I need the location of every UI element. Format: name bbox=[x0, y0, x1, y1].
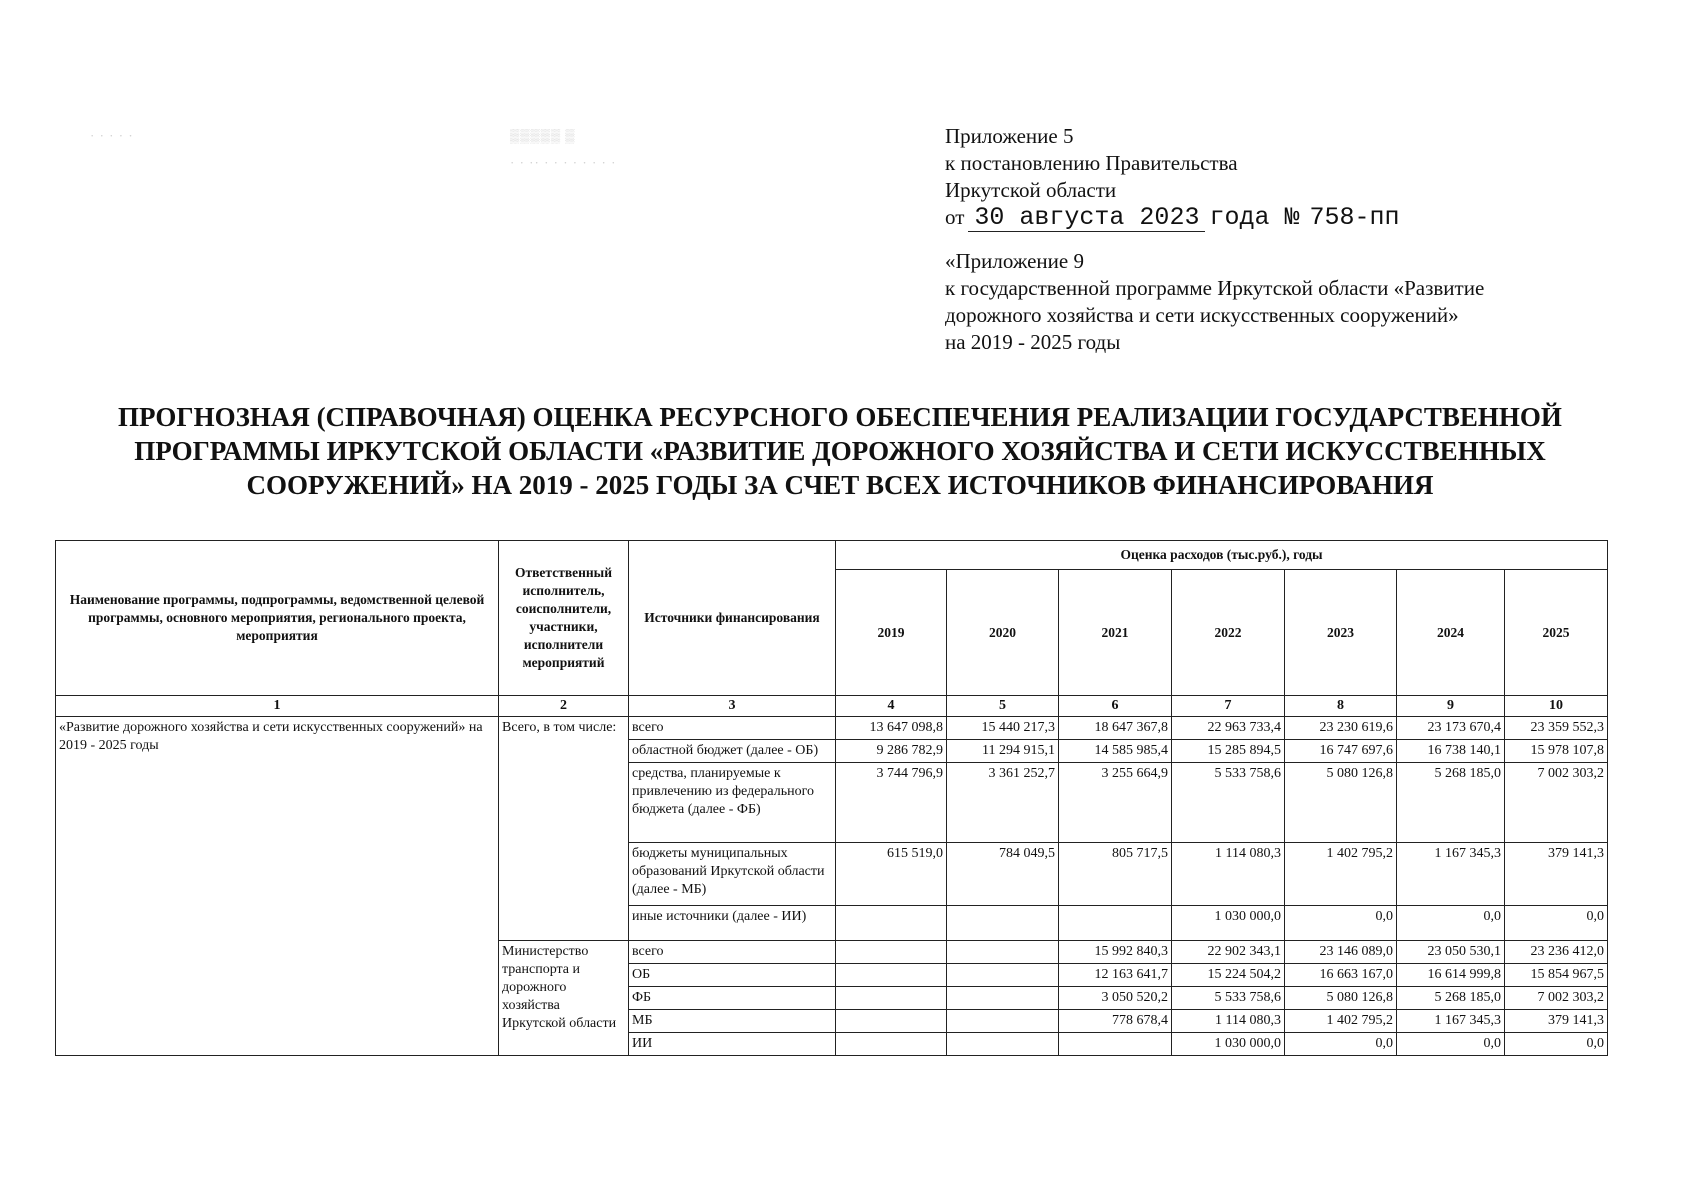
value-cell bbox=[836, 906, 947, 941]
value-cell: 23 359 552,3 bbox=[1505, 717, 1608, 740]
source-cell: всего bbox=[629, 941, 836, 964]
value-cell: 5 268 185,0 bbox=[1397, 763, 1505, 843]
source-cell: МБ bbox=[629, 1010, 836, 1033]
value-cell bbox=[947, 1033, 1059, 1056]
value-cell: 1 030 000,0 bbox=[1172, 1033, 1285, 1056]
value-cell: 7 002 303,2 bbox=[1505, 987, 1608, 1010]
value-cell: 16 614 999,8 bbox=[1397, 964, 1505, 987]
value-cell: 379 141,3 bbox=[1505, 1010, 1608, 1033]
quoted-attachment-period: на 2019 - 2025 годы bbox=[945, 330, 1121, 354]
column-index: 7 bbox=[1172, 696, 1285, 717]
attachment-number: Приложение 5 bbox=[945, 124, 1074, 148]
value-cell bbox=[947, 941, 1059, 964]
value-cell: 12 163 641,7 bbox=[1059, 964, 1172, 987]
value-cell: 1 402 795,2 bbox=[1285, 1010, 1397, 1033]
executor-cell: Министерство транспорта и дорожного хозяйства Иркутской области bbox=[499, 941, 629, 1056]
value-cell: 1 030 000,0 bbox=[1172, 906, 1285, 941]
column-index-row bbox=[56, 696, 1608, 717]
faint-bleed-through-mark: · · · · · bbox=[90, 128, 134, 143]
date-value: 30 августа 2023 bbox=[968, 204, 1205, 232]
value-cell: 3 050 520,2 bbox=[1059, 987, 1172, 1010]
value-cell: 23 236 412,0 bbox=[1505, 941, 1608, 964]
value-cell: 5 080 126,8 bbox=[1285, 763, 1397, 843]
value-cell bbox=[836, 1010, 947, 1033]
column-index: 10 bbox=[1505, 696, 1608, 717]
value-cell: 5 268 185,0 bbox=[1397, 987, 1505, 1010]
source-cell: всего bbox=[629, 717, 836, 740]
value-cell: 5 533 758,6 bbox=[1172, 987, 1285, 1010]
value-cell bbox=[947, 964, 1059, 987]
value-cell: 0,0 bbox=[1505, 906, 1608, 941]
value-cell: 23 146 089,0 bbox=[1285, 941, 1397, 964]
value-cell bbox=[836, 964, 947, 987]
header-year: 2022 bbox=[1172, 570, 1285, 696]
header-year: 2021 bbox=[1059, 570, 1172, 696]
attachment-date-row bbox=[945, 204, 1399, 232]
value-cell: 3 361 252,7 bbox=[947, 763, 1059, 843]
source-cell: областной бюджет (далее - ОБ) bbox=[629, 740, 836, 763]
value-cell: 23 050 530,1 bbox=[1397, 941, 1505, 964]
value-cell bbox=[947, 906, 1059, 941]
value-cell: 22 963 733,4 bbox=[1172, 717, 1285, 740]
source-cell: ФБ bbox=[629, 987, 836, 1010]
source-cell: ИИ bbox=[629, 1033, 836, 1056]
program-name-cell: «Развитие дорожного хозяйства и сети искусственных сооружений» на 2019 - 2025 годы bbox=[56, 717, 499, 1056]
title-line: ПРОГРАММЫ ИРКУТСКОЙ ОБЛАСТИ «РАЗВИТИЕ ДОРОЖНОГО ХОЗЯЙСТВА И СЕТИ ИСКУССТВЕННЫХ bbox=[134, 436, 1546, 466]
attachment-region: Иркутской области bbox=[945, 178, 1117, 202]
value-cell: 379 141,3 bbox=[1505, 843, 1608, 906]
resource-estimate-table bbox=[55, 540, 1608, 1056]
column-index: 1 bbox=[56, 696, 499, 717]
value-cell bbox=[947, 1010, 1059, 1033]
header-executor: Ответственный исполнитель, соисполнители, участники, исполнители мероприятий bbox=[499, 541, 629, 696]
column-index: 2 bbox=[499, 696, 629, 717]
value-cell: 15 440 217,3 bbox=[947, 717, 1059, 740]
table-row bbox=[56, 717, 1608, 740]
source-cell: иные источники (далее - ИИ) bbox=[629, 906, 836, 941]
column-index: 3 bbox=[629, 696, 836, 717]
value-cell: 16 747 697,6 bbox=[1285, 740, 1397, 763]
header-year: 2019 bbox=[836, 570, 947, 696]
title-line: СООРУЖЕНИЙ» НА 2019 - 2025 ГОДЫ ЗА СЧЕТ ВСЕХ ИСТОЧНИКОВ ФИНАНСИРОВАНИЯ bbox=[246, 470, 1434, 500]
value-cell bbox=[836, 941, 947, 964]
column-index: 5 bbox=[947, 696, 1059, 717]
value-cell: 22 902 343,1 bbox=[1172, 941, 1285, 964]
source-cell: средства, планируемые к привлечению из федерального бюджета (далее - ФБ) bbox=[629, 763, 836, 843]
date-suffix: года № bbox=[1209, 203, 1300, 232]
column-index: 8 bbox=[1285, 696, 1397, 717]
date-prefix: от bbox=[945, 205, 965, 229]
faint-bleed-through-mark: · · ·· · · · · · · · · bbox=[510, 155, 617, 170]
value-cell: 0,0 bbox=[1285, 906, 1397, 941]
header-year: 2024 bbox=[1397, 570, 1505, 696]
value-cell: 23 230 619,6 bbox=[1285, 717, 1397, 740]
header-year: 2020 bbox=[947, 570, 1059, 696]
value-cell: 16 738 140,1 bbox=[1397, 740, 1505, 763]
column-index: 6 bbox=[1059, 696, 1172, 717]
faint-bleed-through-mark: ▒▒▒▒▒ ▒ bbox=[510, 128, 576, 143]
value-cell: 15 978 107,8 bbox=[1505, 740, 1608, 763]
header-expense-estimate: Оценка расходов (тыс.руб.), годы bbox=[836, 541, 1608, 570]
quoted-attachment-text: дорожного хозяйства и сети искусственных сооружений» bbox=[945, 303, 1459, 327]
value-cell: 0,0 bbox=[1285, 1033, 1397, 1056]
value-cell: 23 173 670,4 bbox=[1397, 717, 1505, 740]
value-cell: 0,0 bbox=[1397, 906, 1505, 941]
value-cell: 1 114 080,3 bbox=[1172, 1010, 1285, 1033]
value-cell: 9 286 782,9 bbox=[836, 740, 947, 763]
quoted-attachment-number: «Приложение 9 bbox=[945, 249, 1084, 273]
value-cell: 15 285 894,5 bbox=[1172, 740, 1285, 763]
value-cell: 15 992 840,3 bbox=[1059, 941, 1172, 964]
value-cell: 778 678,4 bbox=[1059, 1010, 1172, 1033]
value-cell: 784 049,5 bbox=[947, 843, 1059, 906]
title-line: ПРОГНОЗНАЯ (СПРАВОЧНАЯ) ОЦЕНКА РЕСУРСНОГО ОБЕСПЕЧЕНИЯ РЕАЛИЗАЦИИ ГОСУДАРСТВЕННОЙ bbox=[118, 402, 1562, 432]
value-cell: 1 167 345,3 bbox=[1397, 1010, 1505, 1033]
value-cell: 805 717,5 bbox=[1059, 843, 1172, 906]
value-cell: 5 533 758,6 bbox=[1172, 763, 1285, 843]
header-year: 2023 bbox=[1285, 570, 1397, 696]
header-program-name: Наименование программы, подпрограммы, ведомственной целевой программы, основного мероприятия, регионального проекта, мероприятия bbox=[56, 541, 499, 696]
value-cell bbox=[1059, 906, 1172, 941]
value-cell: 11 294 915,1 bbox=[947, 740, 1059, 763]
source-cell: бюджеты муниципальных образований Иркутской области (далее - МБ) bbox=[629, 843, 836, 906]
value-cell: 1 114 080,3 bbox=[1172, 843, 1285, 906]
value-cell: 15 224 504,2 bbox=[1172, 964, 1285, 987]
value-cell: 15 854 967,5 bbox=[1505, 964, 1608, 987]
value-cell: 14 585 985,4 bbox=[1059, 740, 1172, 763]
attachment-header bbox=[945, 123, 1399, 232]
header-year: 2025 bbox=[1505, 570, 1608, 696]
document-title bbox=[90, 400, 1590, 502]
quoted-attachment-text: к государственной программе Иркутской области «Развитие bbox=[945, 276, 1485, 300]
value-cell: 16 663 167,0 bbox=[1285, 964, 1397, 987]
value-cell: 3 255 664,9 bbox=[1059, 763, 1172, 843]
value-cell: 13 647 098,8 bbox=[836, 717, 947, 740]
column-index: 4 bbox=[836, 696, 947, 717]
value-cell: 3 744 796,9 bbox=[836, 763, 947, 843]
value-cell: 7 002 303,2 bbox=[1505, 763, 1608, 843]
document-number: 758-пп bbox=[1309, 203, 1400, 232]
value-cell: 18 647 367,8 bbox=[1059, 717, 1172, 740]
value-cell: 615 519,0 bbox=[836, 843, 947, 906]
value-cell: 0,0 bbox=[1397, 1033, 1505, 1056]
value-cell: 5 080 126,8 bbox=[1285, 987, 1397, 1010]
executor-cell: Всего, в том числе: bbox=[499, 717, 629, 941]
source-cell: ОБ bbox=[629, 964, 836, 987]
value-cell: 1 402 795,2 bbox=[1285, 843, 1397, 906]
value-cell bbox=[1059, 1033, 1172, 1056]
attachment-ref: к постановлению Правительства bbox=[945, 151, 1238, 175]
value-cell bbox=[947, 987, 1059, 1010]
header-funding-source: Источники финансирования bbox=[629, 541, 836, 696]
quoted-attachment bbox=[945, 248, 1484, 356]
value-cell: 0,0 bbox=[1505, 1033, 1608, 1056]
value-cell: 1 167 345,3 bbox=[1397, 843, 1505, 906]
value-cell bbox=[836, 987, 947, 1010]
column-index: 9 bbox=[1397, 696, 1505, 717]
value-cell bbox=[836, 1033, 947, 1056]
